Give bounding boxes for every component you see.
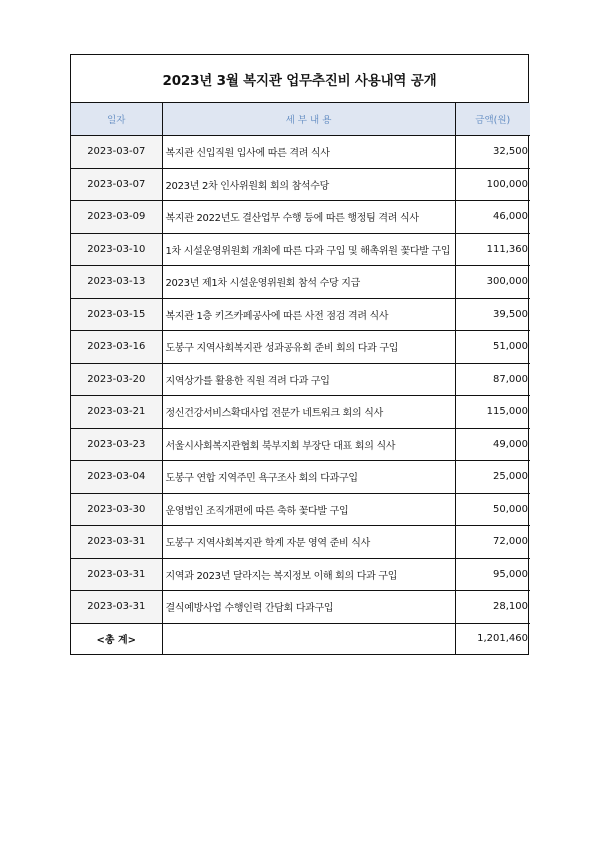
description-cell: 도봉구 연합 지역주민 욕구조사 회의 다과구입 xyxy=(162,461,455,494)
table-header-row xyxy=(71,103,530,136)
table-row xyxy=(71,363,530,396)
table-row xyxy=(71,168,530,201)
table-row xyxy=(71,201,530,234)
total-amount: 1,201,460 xyxy=(455,623,530,654)
date-cell: 2023-03-15 xyxy=(71,298,162,331)
table-row xyxy=(71,266,530,299)
date-cell: 2023-03-23 xyxy=(71,428,162,461)
amount-cell: 300,000 xyxy=(455,266,530,299)
amount-cell: 115,000 xyxy=(455,396,530,429)
description-cell: 지역과 2023년 달라지는 복지정보 이해 회의 다과 구입 xyxy=(162,558,455,591)
table-row xyxy=(71,298,530,331)
date-cell: 2023-03-31 xyxy=(71,558,162,591)
table-row xyxy=(71,558,530,591)
column-header-description: 세 부 내 용 xyxy=(162,103,455,136)
description-cell: 1차 시설운영위원회 개최에 따른 다과 구입 및 해촉위원 꽃다발 구입 xyxy=(162,233,455,266)
amount-cell: 95,000 xyxy=(455,558,530,591)
page-title: 2023년 3월 복지관 업무추진비 사용내역 공개 xyxy=(71,55,528,103)
amount-cell: 50,000 xyxy=(455,493,530,526)
date-cell: 2023-03-16 xyxy=(71,331,162,364)
description-cell: 결식예방사업 수행인력 간담회 다과구입 xyxy=(162,591,455,624)
amount-cell: 100,000 xyxy=(455,168,530,201)
date-cell: 2023-03-07 xyxy=(71,136,162,169)
column-header-amount: 금액(원) xyxy=(455,103,530,136)
expense-sheet xyxy=(70,54,529,655)
description-cell: 2023년 제1차 시설운영위원회 참석 수당 지급 xyxy=(162,266,455,299)
amount-cell: 28,100 xyxy=(455,591,530,624)
date-cell: 2023-03-21 xyxy=(71,396,162,429)
description-cell: 2023년 2차 인사위원회 회의 참석수당 xyxy=(162,168,455,201)
date-cell: 2023-03-10 xyxy=(71,233,162,266)
amount-cell: 32,500 xyxy=(455,136,530,169)
amount-cell: 46,000 xyxy=(455,201,530,234)
column-header-date: 일자 xyxy=(71,103,162,136)
table-row xyxy=(71,331,530,364)
table-row xyxy=(71,493,530,526)
date-cell: 2023-03-07 xyxy=(71,168,162,201)
date-cell: 2023-03-04 xyxy=(71,461,162,494)
table-row xyxy=(71,233,530,266)
date-cell: 2023-03-13 xyxy=(71,266,162,299)
table-row xyxy=(71,428,530,461)
amount-cell: 39,500 xyxy=(455,298,530,331)
table-row xyxy=(71,591,530,624)
table-row xyxy=(71,396,530,429)
amount-cell: 49,000 xyxy=(455,428,530,461)
date-cell: 2023-03-30 xyxy=(71,493,162,526)
table-row xyxy=(71,136,530,169)
date-cell: 2023-03-09 xyxy=(71,201,162,234)
description-cell: 지역상가를 활용한 직원 격려 다과 구입 xyxy=(162,363,455,396)
total-label: <총 계> xyxy=(71,623,162,654)
description-cell: 정신건강서비스확대사업 전문가 네트워크 회의 식사 xyxy=(162,396,455,429)
total-row xyxy=(71,623,530,654)
description-cell: 서울시사회복지관협회 북부지회 부장단 대표 회의 식사 xyxy=(162,428,455,461)
amount-cell: 111,360 xyxy=(455,233,530,266)
description-cell: 도봉구 지역사회복지관 성과공유회 준비 회의 다과 구입 xyxy=(162,331,455,364)
total-empty-cell xyxy=(162,623,455,654)
expense-table xyxy=(71,103,530,654)
description-cell: 운영법인 조직개편에 따른 축하 꽃다발 구입 xyxy=(162,493,455,526)
table-row xyxy=(71,526,530,559)
table-row xyxy=(71,461,530,494)
date-cell: 2023-03-31 xyxy=(71,526,162,559)
amount-cell: 25,000 xyxy=(455,461,530,494)
description-cell: 복지관 2022년도 결산업무 수행 등에 따른 행정팀 격려 식사 xyxy=(162,201,455,234)
amount-cell: 87,000 xyxy=(455,363,530,396)
amount-cell: 72,000 xyxy=(455,526,530,559)
description-cell: 복지관 1층 키즈카페공사에 따른 사전 점검 격려 식사 xyxy=(162,298,455,331)
description-cell: 복지관 신입직원 입사에 따른 격려 식사 xyxy=(162,136,455,169)
date-cell: 2023-03-20 xyxy=(71,363,162,396)
amount-cell: 51,000 xyxy=(455,331,530,364)
description-cell: 도봉구 지역사회복지관 학계 자문 영역 준비 식사 xyxy=(162,526,455,559)
date-cell: 2023-03-31 xyxy=(71,591,162,624)
